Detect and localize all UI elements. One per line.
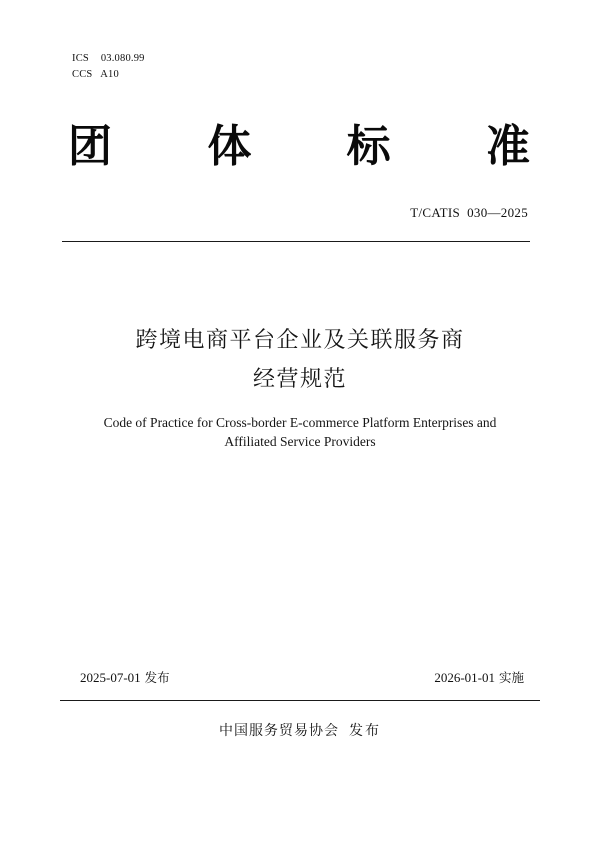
standard-type-char: 准 — [485, 121, 530, 172]
ccs-code — [72, 69, 119, 81]
standard-number: T/CATIS 030—2025 — [410, 205, 528, 220]
top-divider — [62, 241, 530, 242]
standard-type-heading — [68, 122, 530, 172]
english-title-line-2: Affiliated Service Providers — [224, 434, 376, 449]
chinese-title-line-1: 跨境电商平台企业及关联服务商 — [135, 328, 465, 353]
issuer-action: 发布 — [349, 723, 381, 739]
ics-value: 03.080.99 — [100, 53, 145, 64]
standard-type-char: 体 — [207, 121, 252, 172]
publish-date-value: 2025-07-01 — [80, 670, 141, 685]
implement-date-value: 2026-01-01 — [434, 670, 495, 685]
chinese-title-line-2: 经营规范 — [252, 367, 347, 392]
standard-type-char: 团 — [68, 121, 112, 172]
ics-code — [72, 53, 145, 65]
issuer-name: 中国服务贸易协会 — [219, 723, 339, 739]
english-title-line-1: Code of Practice for Cross-border E-commerce Platform Enterprises and — [103, 415, 497, 430]
implement-label: 实施 — [498, 670, 524, 685]
bottom-divider — [60, 700, 540, 701]
ics-label: ICS — [72, 53, 89, 64]
implement-date — [434, 670, 524, 686]
ccs-value: A10 — [100, 69, 119, 80]
publish-label: 发布 — [144, 670, 170, 685]
ccs-label: CCS — [72, 69, 93, 80]
publish-date — [80, 670, 170, 686]
standard-type-char: 标 — [346, 121, 391, 172]
issuer — [0, 721, 600, 741]
